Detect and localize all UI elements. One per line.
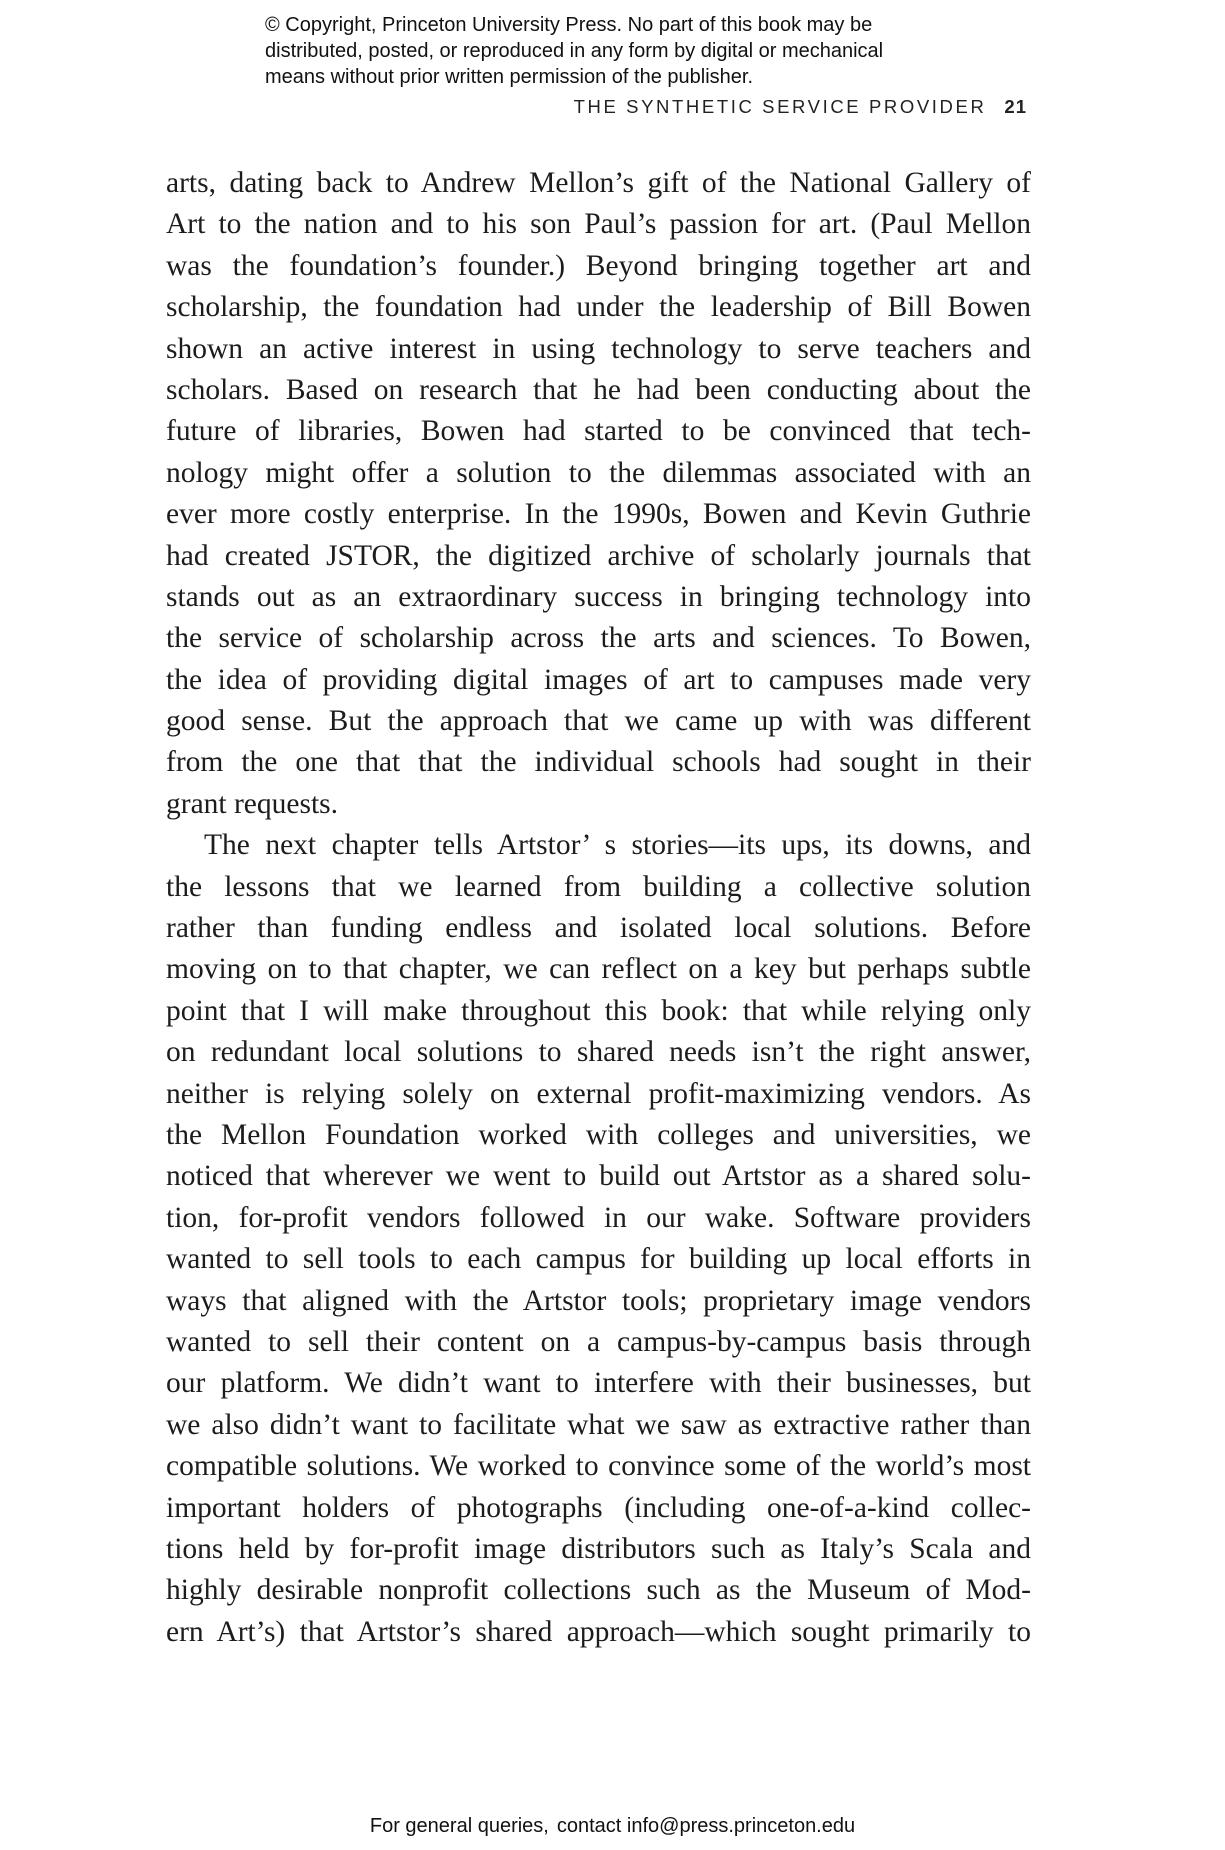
text-line: point that I will make throughout this book: that while relying only bbox=[166, 994, 1031, 1027]
copyright-line: means without prior written permission of the publisher. bbox=[265, 66, 754, 88]
text-line: scholarship, the foundation had under the leadership of Bill Bowen bbox=[166, 291, 1031, 324]
text-line: grant requests. bbox=[166, 787, 339, 820]
footer-label: For general queries, bbox=[369, 1815, 549, 1837]
footer-contact: contact info@press.princeton.edu bbox=[556, 1815, 856, 1837]
text-line: on redundant local solutions to shared needs isn’t the right answer, bbox=[166, 1036, 1031, 1069]
text-line: The next chapter tells Artstor’ s stories—its ups, its downs, and bbox=[204, 829, 1031, 862]
text-line: moving on to that chapter, we can reflect on a key but perhaps subtle bbox=[166, 953, 1031, 986]
text-line: important holders of photographs (including one-of-a-kind collec- bbox=[166, 1491, 1031, 1524]
body-text bbox=[166, 163, 1031, 1653]
text-line: ern Art’s) that Artstor’s shared approach—which sought primarily to bbox=[166, 1615, 1031, 1648]
running-head bbox=[574, 96, 1027, 118]
text-line: good sense. But the approach that we came up with was different bbox=[166, 705, 1031, 738]
copyright-notice bbox=[265, 12, 1025, 90]
text-line: the service of scholarship across the arts and sciences. To Bowen, bbox=[166, 622, 1031, 655]
text-line: the Mellon Foundation worked with colleges and universities, we bbox=[166, 1118, 1031, 1151]
text-line: arts, dating back to Andrew Mellon’s gift of the National Gallery of bbox=[166, 167, 1031, 199]
text-line: had created JSTOR, the digitized archive of scholarly journals that bbox=[166, 539, 1031, 572]
text-line: ever more costly enterprise. In the 1990s, Bowen and Kevin Guthrie bbox=[166, 498, 1031, 531]
text-line: Art to the nation and to his son Paul’s passion for art. (Paul Mellon bbox=[166, 208, 1031, 241]
text-line: stands out as an extraordinary success in bringing technology into bbox=[166, 580, 1031, 613]
copyright-line: © Copyright, Princeton University Press. No part of this book may be bbox=[265, 14, 873, 36]
text-line: tions held by for-profit image distributors such as Italy’s Scala and bbox=[166, 1532, 1031, 1565]
text-line: highly desirable nonprofit collections such as the Museum of Mod- bbox=[166, 1574, 1031, 1607]
text-line: we also didn’t want to facilitate what we saw as extractive rather than bbox=[166, 1408, 1031, 1441]
footer bbox=[0, 1815, 1225, 1838]
text-line: from the one that that the individual schools had sought in their bbox=[166, 746, 1031, 779]
text-line: future of libraries, Bowen had started to be convinced that tech- bbox=[166, 415, 1031, 448]
text-line: was the foundation’s founder.) Beyond bringing together art and bbox=[166, 249, 1031, 282]
text-line: compatible solutions. We worked to convince some of the world’s most bbox=[166, 1450, 1031, 1483]
paragraph-2 bbox=[166, 825, 1031, 1653]
text-line: scholars. Based on research that he had been conducting about the bbox=[166, 373, 1031, 406]
copyright-line: distributed, posted, or reproduced in any form by digital or mechanical bbox=[265, 40, 884, 62]
text-line: the lessons that we learned from building a collective solution bbox=[166, 870, 1031, 903]
page-number: 21 bbox=[1004, 96, 1027, 117]
text-line: nology might offer a solution to the dilemmas associated with an bbox=[166, 456, 1031, 489]
text-line: wanted to sell their content on a campus-by-campus basis through bbox=[166, 1325, 1031, 1358]
text-line: rather than funding endless and isolated local solutions. Before bbox=[166, 912, 1031, 945]
text-line: tion, for-profit vendors followed in our wake. Software providers bbox=[166, 1201, 1031, 1234]
paragraph-1 bbox=[166, 163, 1031, 825]
text-line: wanted to sell tools to each campus for building up local efforts in bbox=[166, 1243, 1031, 1276]
text-line: shown an active interest in using technology to serve teachers and bbox=[166, 332, 1031, 365]
running-head-title: THE SYNTHETIC SERVICE PROVIDER bbox=[573, 96, 987, 117]
text-line: the idea of providing digital images of art to campuses made very bbox=[166, 663, 1031, 696]
text-line: neither is relying solely on external profit-maximizing vendors. As bbox=[166, 1077, 1031, 1110]
text-line: noticed that wherever we went to build out Artstor as a shared solu- bbox=[166, 1160, 1031, 1193]
text-line: our platform. We didn’t want to interfere with their businesses, but bbox=[166, 1367, 1031, 1400]
text-line: ways that aligned with the Artstor tools; proprietary image vendors bbox=[166, 1284, 1031, 1317]
